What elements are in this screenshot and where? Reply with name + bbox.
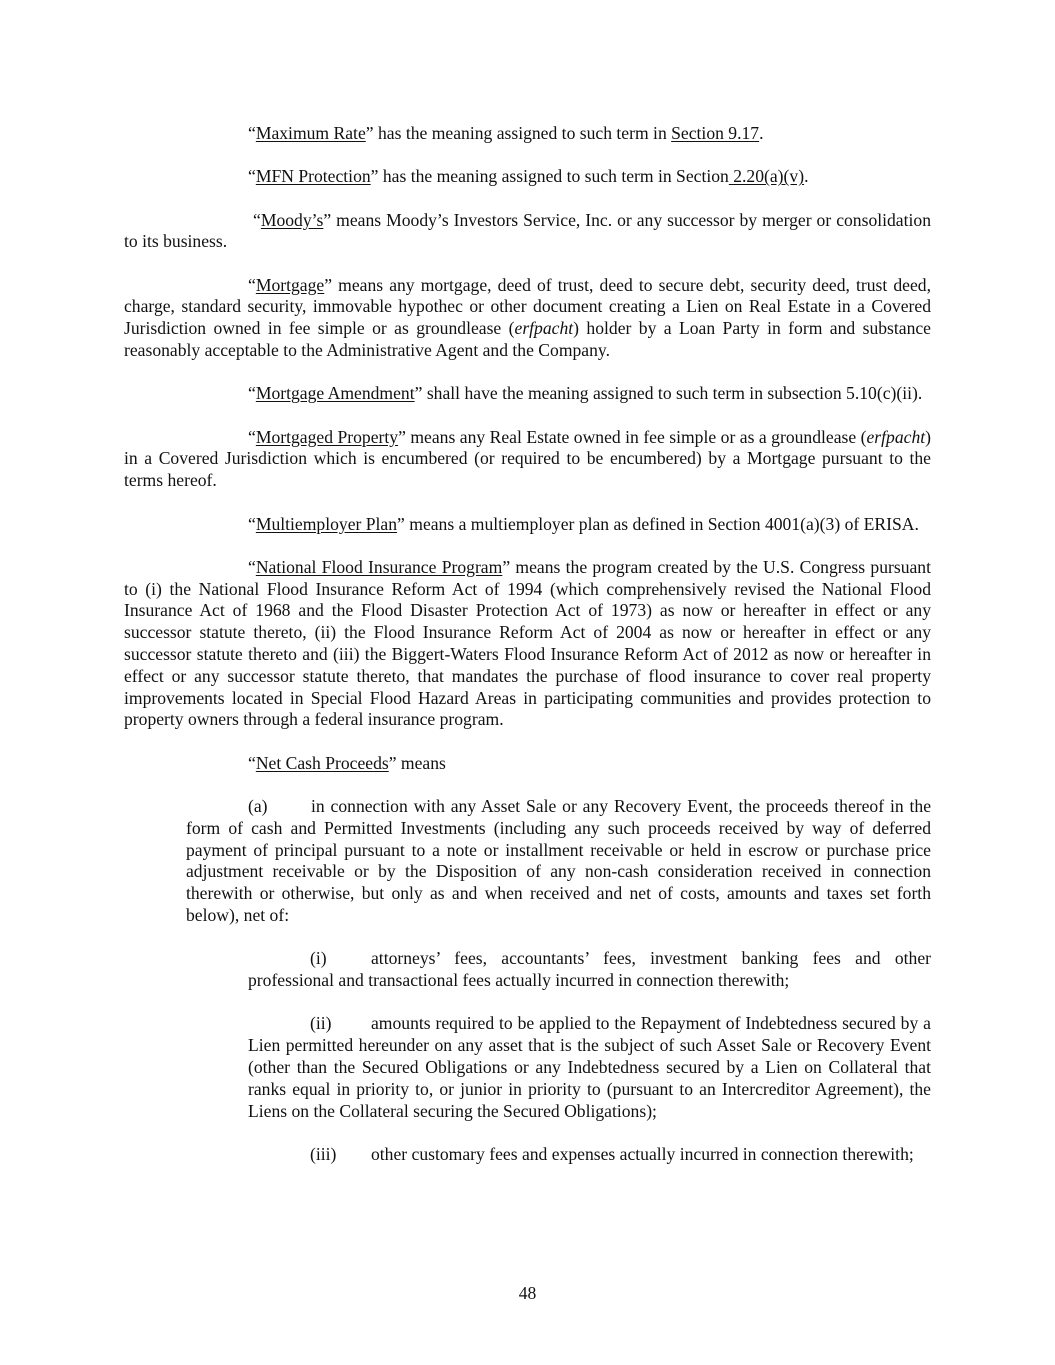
clause-text: in connection with any Asset Sale or any Recovery Event, the proceeds thereof in the form of cash and Permitted Investments (including any such proceeds received by way of deferred payment of principal pursuant to a note or installment receivable or held in escrow or purchase price adjustment receivable or by the Disposition of any non-cash consideration received in connection therewith or otherwise, but only as and when received and net of costs, amounts and taxes set forth below), net of: <box>186 796 931 926</box>
definition-mortgage <box>124 275 931 362</box>
defined-term: Mortgage Amendment <box>255 383 415 404</box>
definition-text: ” has the meaning assigned to such term in <box>365 123 672 143</box>
definition-text: ” means a multiemployer plan as defined in Section 4001(a)(3) of ERISA. <box>397 513 919 534</box>
definition-net-cash-proceeds <box>124 753 931 775</box>
definition-text: ) holder by a Loan Party in form and substance reasonably acceptable to the Administrative Agent and the Company. <box>124 318 931 361</box>
clause-text: attorneys’ fees, accountants’ fees, investment banking fees and other professional and transactional fees actually incurred in connection therewith; <box>248 948 931 991</box>
italic-term: erfpacht <box>866 426 926 447</box>
defined-term: Mortgage <box>255 274 325 295</box>
clause-a <box>186 796 931 927</box>
definition-mortgaged-property <box>124 427 931 492</box>
section-reference: Section 9.17 <box>671 123 760 143</box>
defined-term: Net Cash Proceeds <box>255 752 389 773</box>
clause-ii <box>248 1013 931 1122</box>
definition-text: ” means Moody’s Investors Service, Inc. or any successor by merger or consolidation to its business. <box>124 209 931 252</box>
open-quote: “ <box>248 426 256 447</box>
defined-term: Moody’s <box>260 209 324 230</box>
definition-mfn-protection <box>124 166 931 188</box>
defined-term: Multiemployer Plan <box>255 513 398 534</box>
open-quote: “ <box>248 383 256 404</box>
clause-number: (i) <box>310 948 327 969</box>
clause-number: (a) <box>248 796 268 817</box>
page-number: 48 <box>518 1283 537 1303</box>
italic-term: erfpacht <box>514 318 574 339</box>
definition-moodys <box>124 210 931 254</box>
clause-iii <box>248 1144 931 1166</box>
definition-text: ” means any Real Estate owned in fee simple or as a groundlease ( <box>398 426 867 447</box>
document-page <box>124 123 931 1187</box>
clause-text: amounts required to be applied to the Repayment of Indebtedness secured by a Lien permitted hereunder on any asset that is the subject of such Asset Sale or Recovery Event (other than the Secured Obligations or any Indebtedness secured by a Lien on Collateral that ranks equal in priority to, or junior in priority to (pursuant to an Intercreditor Agreement), the Liens on the Collateral securing the Secured Obligations); <box>248 1013 931 1121</box>
definition-multiemployer-plan <box>124 514 931 536</box>
definition-maximum-rate <box>124 123 931 145</box>
clause-number: (iii) <box>310 1143 337 1164</box>
clause-number: (ii) <box>310 1013 332 1034</box>
definition-text: . <box>804 166 809 187</box>
open-quote: “ <box>248 166 256 187</box>
defined-term: Mortgaged Property <box>255 426 399 447</box>
definition-mortgage-amendment <box>124 383 931 405</box>
defined-term: National Flood Insurance Program <box>255 556 503 577</box>
defined-term: Maximum Rate <box>255 123 366 143</box>
definition-text: ” shall have the meaning assigned to such term in subsection 5.10(c)(ii). <box>414 383 923 404</box>
open-quote: “ <box>248 274 256 295</box>
clause-i <box>248 948 931 992</box>
open-quote: “ <box>248 513 256 534</box>
definition-text: ” means the program created by the U.S. Congress pursuant to (i) the National Flood Insurance Reform Act of 1994 (which comprehensively revised the National Flood Insurance Act of 1968 and the Flood Disaster Protection Act of 1973) as now or hereafter in effect or any successor statute thereto, (ii) the Flood Insurance Reform Act of 2004 as now or hereafter in effect or any successor statute thereto and (iii) the Biggert-Waters Flood Insurance Reform Act of 2012 as now or hereafter in effect or any successor statute thereto, that mandates the purchase of flood insurance to cover real property improvements located in Special Flood Hazard Areas in participating communities and provides protection to property owners through a federal insurance program. <box>124 556 931 730</box>
open-quote: “ <box>248 752 256 773</box>
definition-text: ” means <box>388 752 446 773</box>
defined-term: MFN Protection <box>255 166 371 187</box>
definition-text: ” has the meaning assigned to such term in Section <box>370 166 729 187</box>
definition-text: ” means any mortgage, deed of trust, deed to secure debt, security deed, trust deed, charge, standard security, immovable hypothec or other document creating a Lien on Real Estate in a Covered Jurisdiction owned in fee simple or as groundlease ( <box>124 274 931 339</box>
definition-national-flood-insurance-program <box>124 557 931 731</box>
definition-text: ) in a Covered Jurisdiction which is encumbered (or required to be encumbered) by a Mortgage pursuant to the terms hereof. <box>124 426 931 491</box>
clause-text: other customary fees and expenses actually incurred in connection therewith; <box>371 1143 914 1164</box>
section-reference: 2.20(a)(v) <box>728 166 805 187</box>
open-quote: “ <box>248 123 256 143</box>
open-quote: “ <box>248 556 256 577</box>
open-quote: “ <box>253 209 261 230</box>
definition-text: . <box>759 123 764 143</box>
